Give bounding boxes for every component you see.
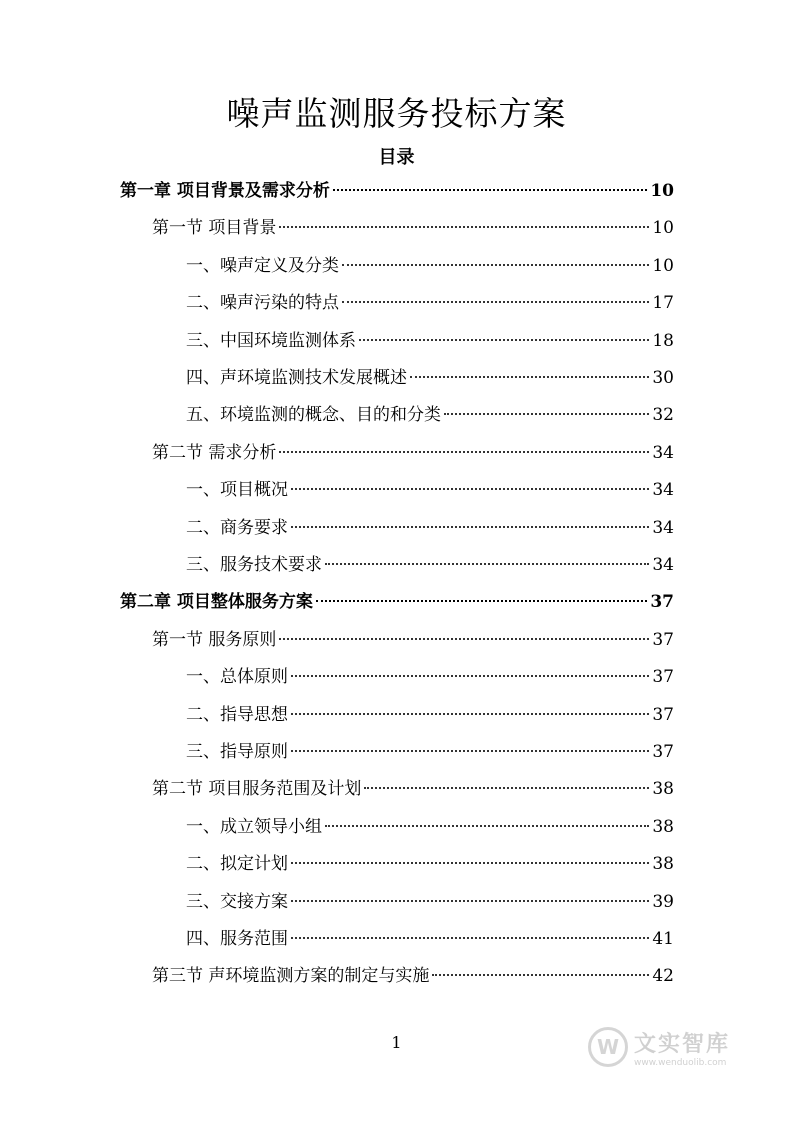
toc-entry-page-number: 10 [652,255,674,276]
toc-entry-label: 三、交接方案 [186,891,288,912]
toc-entry-section[interactable] [152,625,674,655]
toc-entry-label: 二、商务要求 [186,517,288,538]
page-number: 1 [391,1033,402,1052]
toc-dot-leader [444,413,649,415]
toc-entry-label: 第二章 项目整体服务方案 [120,592,313,613]
toc-entry-label: 二、指导思想 [186,704,288,725]
toc-entry-page-number: 10 [650,181,674,201]
toc-dot-leader [291,750,649,752]
toc-entry-section[interactable] [152,774,674,804]
toc-dot-leader [364,787,649,789]
toc-dot-leader [291,862,649,864]
toc-entry-label: 一、成立领导小组 [186,816,322,837]
toc-entry-page-number: 34 [652,442,674,463]
toc-dot-leader [333,189,647,191]
toc-entry-page-number: 42 [652,966,674,987]
toc-entry-page-number: 10 [652,218,674,239]
toc-entry-item[interactable] [186,849,674,879]
toc-entry-label: 第一节 项目背景 [152,218,277,239]
toc-dot-leader [291,675,649,677]
toc-dot-leader [316,600,647,602]
toc-entry-section[interactable] [152,438,674,468]
toc-entry-label: 四、服务范围 [186,929,288,949]
toc-entry-page-number: 37 [652,704,674,725]
toc-entry-page-number: 32 [652,405,674,426]
toc-dot-leader [359,339,649,341]
toc-entry-page-number: 38 [652,854,674,875]
toc-entry-label: 第一章 项目背景及需求分析 [120,181,330,201]
toc-entry-page-number: 37 [652,742,674,762]
watermark-logo-icon: W [588,1027,628,1067]
toc-entry-label: 第一节 服务原则 [152,629,277,650]
toc-entry-label: 一、项目概况 [186,480,288,501]
toc-dot-leader [291,937,649,939]
toc-entry-label: 一、总体原则 [186,667,288,688]
toc-dot-leader [325,825,649,827]
toc-entry-label: 四、声环境监测技术发展概述 [186,368,407,388]
toc-dot-leader [291,526,649,528]
watermark [588,1022,778,1072]
toc-entry-page-number: 34 [652,555,674,575]
toc-dot-leader [279,451,649,453]
toc-entry-label: 五、环境监测的概念、目的和分类 [186,405,441,426]
watermark-name: 文实智库 [634,1031,731,1057]
toc-dot-leader [291,713,649,715]
toc-entry-label: 三、中国环境监测体系 [186,330,356,351]
toc-entry-label: 二、噪声污染的特点 [186,293,339,314]
toc-entry-page-number: 34 [652,480,674,501]
watermark-url: www.wenduolib.com [634,1057,727,1068]
toc-entry-item[interactable] [186,700,674,730]
toc-dot-leader [291,488,649,490]
toc-dot-leader [342,301,649,303]
toc-dot-leader [279,638,649,640]
toc-entry-item[interactable] [186,513,674,543]
toc-entry-item[interactable] [186,475,674,505]
toc-entry-page-number: 18 [652,330,674,351]
toc-entry-page-number: 41 [652,929,674,949]
toc-entry-page-number: 17 [652,293,674,314]
toc-entry-page-number: 30 [652,368,674,388]
toc-entry-item[interactable] [186,812,674,842]
toc-entry-item[interactable] [186,288,674,318]
toc-entry-chapter[interactable] [120,587,674,617]
toc-entry-page-number: 39 [652,891,674,912]
toc-entry-label: 二、拟定计划 [186,854,288,875]
document-title: 噪声监测服务投标方案 [226,94,567,133]
toc-entry-item[interactable] [186,737,674,767]
toc-entry-section[interactable] [152,213,674,243]
toc-entry-label: 第二节 项目服务范围及计划 [152,779,362,800]
toc-entry-label: 一、噪声定义及分类 [186,255,339,276]
toc-entry-page-number: 37 [652,667,674,688]
toc-entry-page-number: 38 [652,816,674,837]
toc-dot-leader [342,264,649,266]
toc-entry-label: 三、指导原则 [186,742,288,762]
toc-entry-label: 第二节 需求分析 [152,442,277,463]
toc-entry-page-number: 37 [652,629,674,650]
toc-entry-item[interactable] [186,400,674,430]
toc-entry-item[interactable] [186,326,674,356]
toc-entry-page-number: 38 [652,779,674,800]
toc-dot-leader [432,974,649,976]
toc-entry-chapter[interactable] [120,176,674,206]
toc-entry-section[interactable] [152,961,674,991]
toc-heading: 目录 [378,147,415,168]
toc-entry-label: 第三节 声环境监测方案的制定与实施 [152,966,430,987]
toc-dot-leader [410,376,649,378]
toc-entry-page-number: 37 [650,592,674,613]
toc-entry-item[interactable] [186,662,674,692]
toc-dot-leader [325,563,649,565]
toc-entry-item[interactable] [186,251,674,281]
toc-entry-page-number: 34 [652,517,674,538]
toc-entry-label: 三、服务技术要求 [186,555,322,575]
toc-entry-item[interactable] [186,550,674,580]
toc-dot-leader [291,900,649,902]
toc-entry-item[interactable] [186,887,674,917]
toc-entry-item[interactable] [186,363,674,393]
toc-entry-item[interactable] [186,924,674,954]
toc-dot-leader [279,226,649,228]
